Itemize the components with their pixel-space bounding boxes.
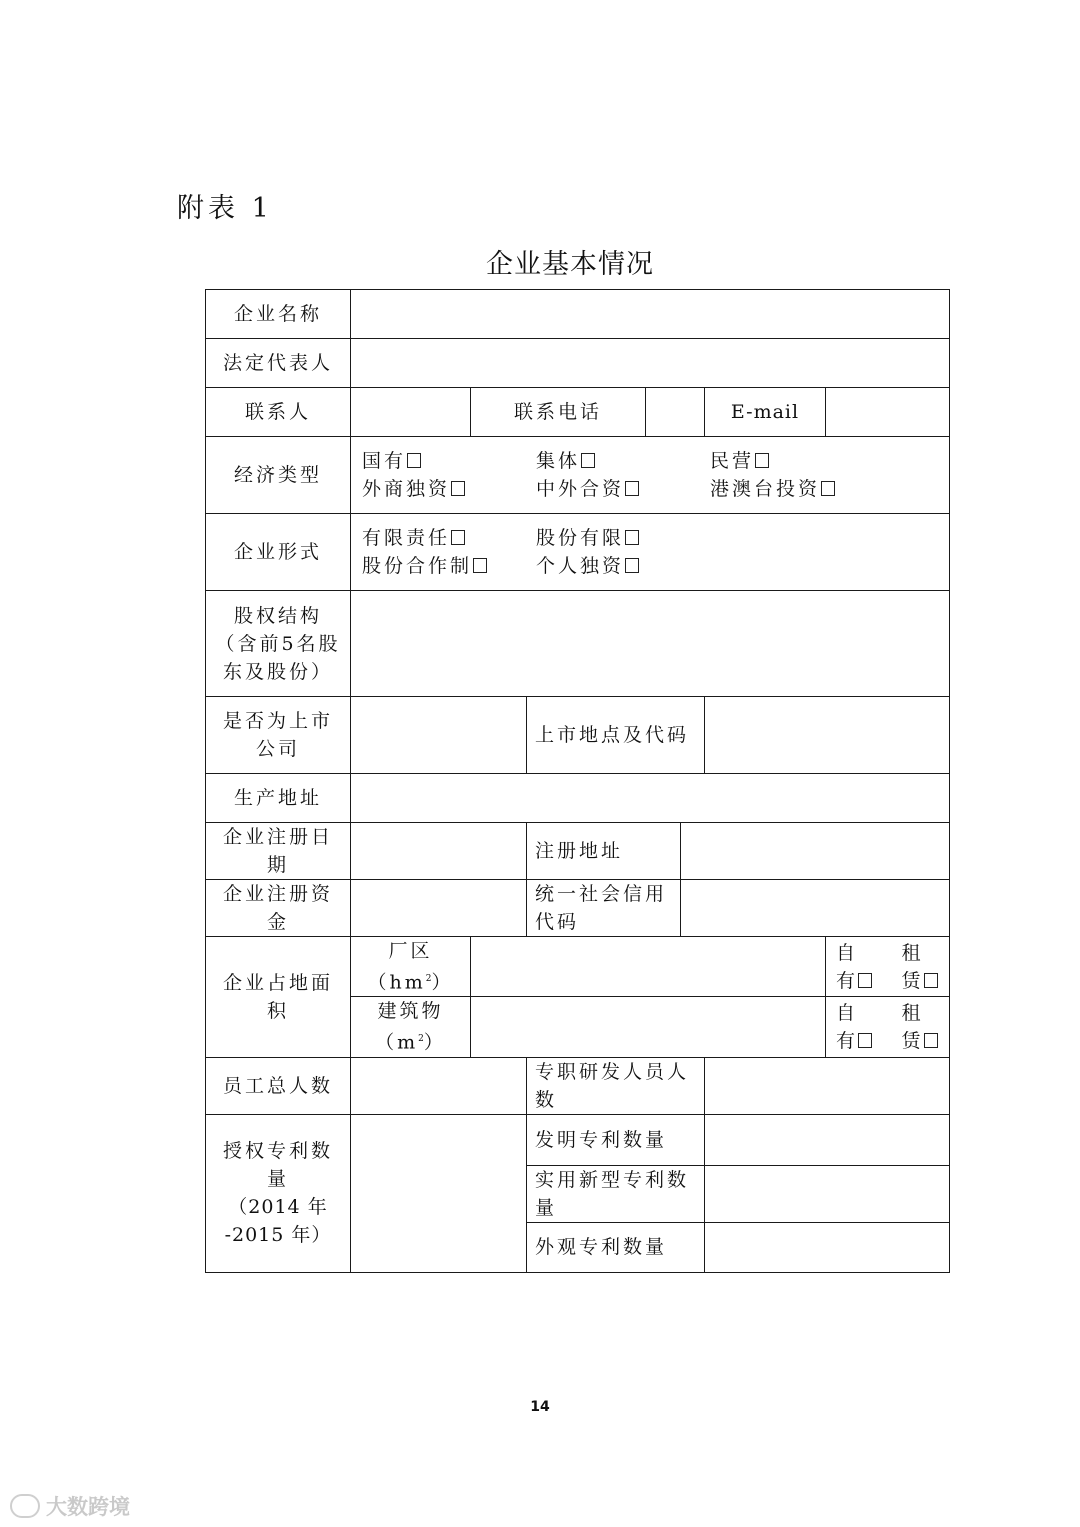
company-name-field[interactable] — [351, 290, 950, 339]
option-sole-proprietor[interactable]: 个人独资 — [536, 552, 710, 580]
checkbox-icon[interactable] — [924, 973, 938, 988]
registered-capital-field[interactable] — [351, 880, 527, 937]
option-owned[interactable]: 自有 — [836, 999, 876, 1055]
company-info-table — [205, 289, 950, 1273]
legal-rep-field[interactable] — [351, 339, 950, 388]
plant-area-label: 厂区$(hm^2)$ — [351, 937, 471, 997]
enterprise-form-options — [351, 514, 950, 591]
patents-total-field[interactable] — [351, 1114, 527, 1272]
option-limited-liability[interactable]: 有限责任 — [362, 524, 536, 552]
checkbox-icon[interactable] — [755, 453, 769, 468]
is-listed-field[interactable] — [351, 697, 527, 774]
building-area-field[interactable] — [471, 997, 826, 1057]
checkbox-icon[interactable] — [821, 481, 835, 496]
production-address-label: 生产地址 — [206, 774, 351, 823]
economic-type-options — [351, 437, 950, 514]
is-listed-label: 是否为上市公司 — [206, 697, 351, 774]
email-field[interactable] — [826, 388, 950, 437]
economic-type-label: 经济类型 — [206, 437, 351, 514]
checkbox-icon[interactable] — [625, 558, 639, 573]
option-state-owned[interactable]: 国有 — [362, 447, 536, 475]
contact-phone-field[interactable] — [646, 388, 705, 437]
registered-address-field[interactable] — [681, 823, 950, 880]
checkbox-icon[interactable] — [407, 453, 421, 468]
option-leased[interactable]: 租赁 — [902, 999, 942, 1055]
watermark: 大数跨境 — [10, 1491, 130, 1521]
registered-address-label: 注册地址 — [527, 823, 681, 880]
plant-tenure-options — [826, 937, 950, 997]
option-foreign-owned[interactable]: 外商独资 — [362, 475, 536, 503]
option-joint-venture[interactable]: 中外合资 — [536, 475, 710, 503]
option-private[interactable]: 民营 — [710, 447, 890, 475]
total-staff-label: 员工总人数 — [206, 1057, 351, 1114]
utility-patents-label: 实用新型专利数量 — [527, 1165, 705, 1222]
invention-patents-label: 发明专利数量 — [527, 1114, 705, 1165]
checkbox-icon[interactable] — [858, 973, 872, 988]
building-area-label: 建筑物$(m^2)$ — [351, 997, 471, 1057]
patents-label: 授权专利数量 （2014 年 -2015 年） — [206, 1114, 351, 1272]
land-area-label: 企业占地面积 — [206, 937, 351, 1058]
equity-structure-label: 股权结构（含前5名股东及股份） — [206, 591, 351, 697]
enterprise-form-label: 企业形式 — [206, 514, 351, 591]
page-title: 企业基本情况 — [486, 249, 654, 280]
registration-date-field[interactable] — [351, 823, 527, 880]
email-label: E-mail — [705, 388, 826, 437]
rd-staff-label: 专职研发人员人数 — [527, 1057, 705, 1114]
registration-date-label: 企业注册日期 — [206, 823, 351, 880]
page-number: 14 — [530, 1399, 550, 1415]
option-collective[interactable]: 集体 — [536, 447, 710, 475]
option-joint-stock[interactable]: 股份有限 — [536, 524, 710, 552]
listing-place-field[interactable] — [705, 697, 950, 774]
checkbox-icon[interactable] — [924, 1033, 938, 1048]
contact-person-label: 联系人 — [206, 388, 351, 437]
registered-capital-label: 企业注册资金 — [206, 880, 351, 937]
company-name-label: 企业名称 — [206, 290, 351, 339]
contact-phone-label: 联系电话 — [471, 388, 646, 437]
option-leased[interactable]: 租赁 — [902, 939, 942, 995]
option-owned[interactable]: 自有 — [836, 939, 876, 995]
option-hk-macau-tw[interactable]: 港澳台投资 — [710, 475, 890, 503]
total-staff-field[interactable] — [351, 1057, 527, 1114]
checkbox-icon[interactable] — [625, 530, 639, 545]
design-patents-label: 外观专利数量 — [527, 1222, 705, 1272]
checkbox-icon[interactable] — [625, 481, 639, 496]
option-stock-cooperative[interactable]: 股份合作制 — [362, 552, 536, 580]
checkbox-icon[interactable] — [473, 558, 487, 573]
plant-area-field[interactable] — [471, 937, 826, 997]
rd-staff-field[interactable] — [705, 1057, 950, 1114]
checkbox-icon[interactable] — [451, 481, 465, 496]
design-patents-field[interactable] — [705, 1222, 950, 1272]
credit-code-field[interactable] — [681, 880, 950, 937]
checkbox-icon[interactable] — [858, 1033, 872, 1048]
legal-rep-label: 法定代表人 — [206, 339, 351, 388]
appendix-label: 附表 1 — [177, 193, 273, 224]
equity-structure-field[interactable] — [351, 591, 950, 697]
contact-person-field[interactable] — [351, 388, 471, 437]
invention-patents-field[interactable] — [705, 1114, 950, 1165]
checkbox-icon[interactable] — [581, 453, 595, 468]
credit-code-label: 统一社会信用代码 — [527, 880, 681, 937]
checkbox-icon[interactable] — [451, 530, 465, 545]
listing-place-label: 上市地点及代码 — [527, 697, 705, 774]
watermark-logo-icon — [10, 1494, 40, 1518]
utility-patents-field[interactable] — [705, 1165, 950, 1222]
production-address-field[interactable] — [351, 774, 950, 823]
building-tenure-options — [826, 997, 950, 1057]
